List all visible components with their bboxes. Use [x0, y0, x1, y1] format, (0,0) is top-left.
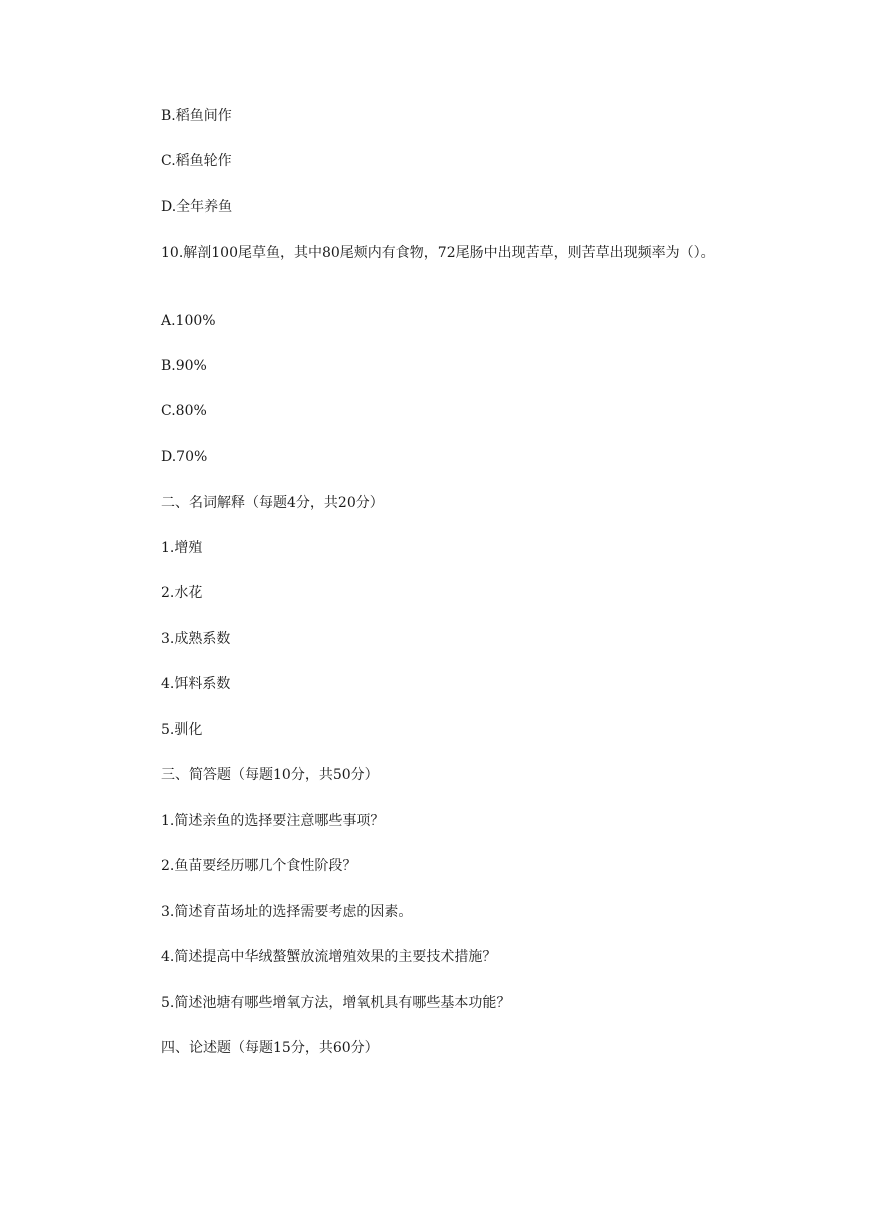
section-heading-term-definitions: 二、名词解释（每题4分，共20分）: [161, 495, 384, 511]
option-c-rice-fish-rotation: C.稻鱼轮作: [161, 153, 232, 169]
short-answer-3: 3.简述育苗场址的选择需要考虑的因素。: [161, 904, 413, 920]
short-answer-5: 5.简述池塘有哪些增氧方法，增氧机具有哪些基本功能？: [161, 995, 511, 1011]
term-2: 2.水花: [161, 585, 203, 601]
term-3: 3.成熟系数: [161, 631, 231, 647]
option-b-90: B.90%: [161, 358, 207, 374]
term-4: 4.饵料系数: [161, 676, 231, 692]
section-heading-essay: 四、论述题（每题15分，共60分）: [161, 1040, 379, 1056]
term-5: 5.驯化: [161, 722, 203, 738]
short-answer-2: 2.鱼苗要经历哪几个食性阶段？: [161, 858, 357, 874]
term-1: 1.增殖: [161, 540, 203, 556]
question-10: 10.解剖100尾草鱼，其中80尾颊内有食物，72尾肠中出现苦草，则苦草出现频率为（）。: [161, 245, 715, 261]
option-d-year-round-fish: D.全年养鱼: [161, 199, 233, 215]
option-a-100: A.100%: [161, 313, 216, 329]
section-heading-short-answer: 三、简答题（每题10分，共50分）: [161, 767, 379, 783]
short-answer-1: 1.简述亲鱼的选择要注意哪些事项？: [161, 813, 385, 829]
option-b-rice-fish-intercropping: B.稻鱼间作: [161, 108, 232, 124]
option-c-80: C.80%: [161, 403, 207, 419]
short-answer-4: 4.简述提高中华绒螯蟹放流增殖效果的主要技术措施？: [161, 949, 497, 965]
option-d-70: D.70%: [161, 449, 208, 465]
